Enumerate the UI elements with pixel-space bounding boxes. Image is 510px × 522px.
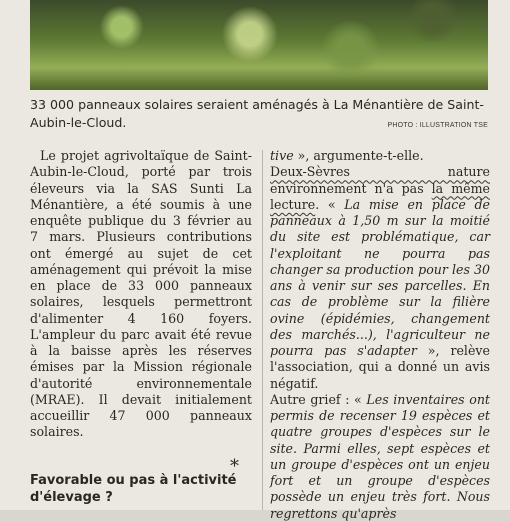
paragraph-text: . « bbox=[315, 196, 345, 212]
article-intro-paragraph: Le projet agrivoltaïque de Saint-Aubin-le-Cloud, porté par trois éleveurs via la SAS Sunti La Ménantière, a été soumis à une enquête publique du 3 février au 7 mars. Plusieurs contributions ont émergé au sujet de cet aménagement qui prévoit la mise en place de 33 000 panneaux solaires, lesquels permettront d'alimenter 4 160 foyers. L'ampleur du parc avait été revue à la baisse après les réserves émises par la Mission régionale d'autorité environnementale (MRAE). Il devait initialement accueillir 47 000 panneaux solaires. bbox=[30, 148, 252, 440]
inventory-quote: Les inventaires ont permis de recenser 19 espèces et quatre groupes d'espèces sur le site. Parmi elles, sept espèces et un groupe d'espèces ont un enjeu fort et un groupe d'espèces possède un enjeu très fort. Nous regrettons qu'après bbox=[270, 391, 490, 521]
photo-credit: PHOTO : ILLUSTRATION TSE bbox=[387, 122, 488, 129]
association-quote: La mise en place de panneaux à 1,50 m sur la moitié du site est problématique, car l'exploitant ne pourra pas changer sa production pour les 30 ans à venir sur ses parcelles. En cas de problème sur la filière ovine (épidémies, changement des marchés...), l'agriculteur ne pourra pas s'adapter bbox=[270, 196, 491, 358]
article-right-column bbox=[270, 148, 490, 522]
quote-attribution: », argumente-t-elle. bbox=[293, 148, 424, 163]
right-paragraph-1 bbox=[270, 148, 490, 164]
section-subheading: Favorable ou pas à l'activité d'élevage ? bbox=[30, 473, 237, 505]
paragraph-text: Autre grief : « bbox=[270, 391, 367, 407]
photo-caption: 33 000 panneaux solaires seraient aménagés à La Ménantière de Saint-Aubin-le-Cloud. bbox=[30, 97, 484, 130]
paragraph-text: », relève l'association, qui a donné un avis négatif. bbox=[270, 343, 490, 391]
solar-panels-photo bbox=[30, 0, 488, 90]
section-separator-star: * bbox=[230, 456, 239, 477]
paragraph-text: environnement n'a pas bbox=[270, 180, 432, 196]
column-divider bbox=[262, 150, 263, 510]
article-left-column bbox=[30, 148, 252, 441]
underlined-phrase: la même lecture bbox=[270, 180, 490, 212]
right-paragraph-2 bbox=[270, 164, 490, 392]
association-name: Deux-Sèvres nature bbox=[270, 164, 490, 180]
quote-fragment: tive bbox=[270, 148, 294, 163]
right-paragraph-3 bbox=[270, 392, 490, 522]
